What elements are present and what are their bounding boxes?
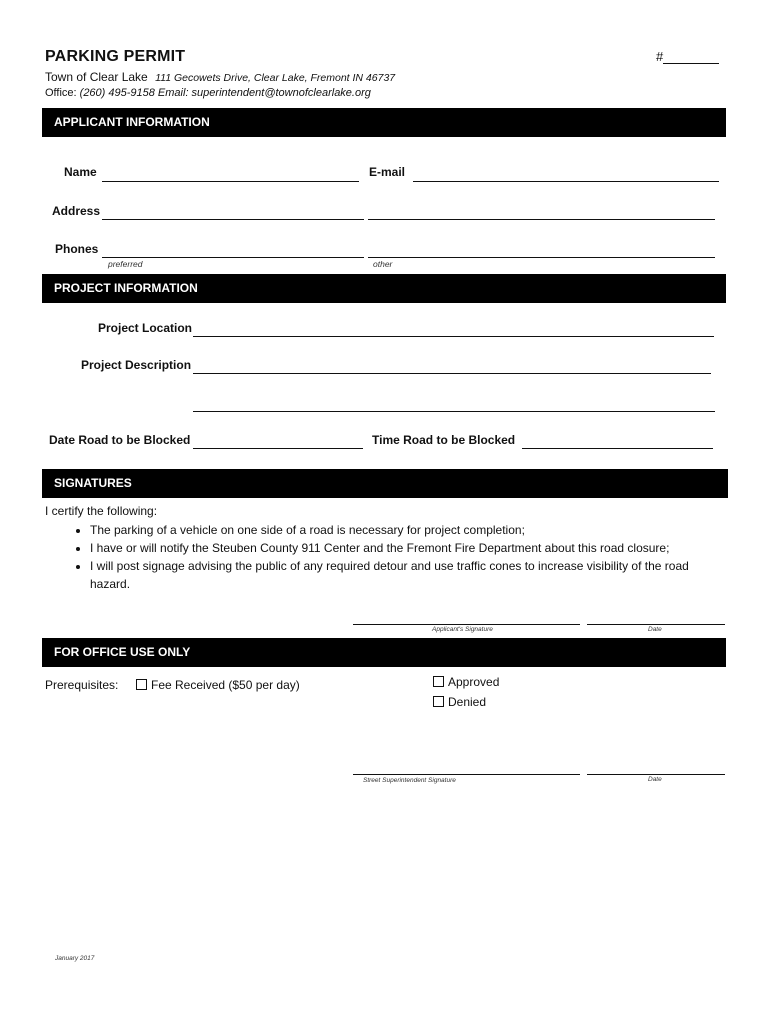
fee-received-label: Fee Received ($50 per day) (151, 678, 300, 692)
approved-label: Approved (448, 675, 500, 689)
office-contact-line (45, 87, 371, 99)
revision-date: January 2017 (55, 955, 95, 962)
denied-checkbox[interactable] (433, 696, 444, 707)
address-field-line-2[interactable] (368, 218, 715, 220)
fee-received-option (136, 678, 300, 692)
permit-number-label: # (656, 49, 664, 64)
phones-label: Phones (55, 242, 99, 256)
phone-other-field[interactable] (368, 256, 715, 258)
project-section-header: PROJECT INFORMATION (42, 274, 726, 303)
permit-number-field[interactable] (663, 51, 719, 64)
certification-intro: I certify the following: (45, 504, 158, 518)
fee-received-checkbox[interactable] (136, 679, 147, 690)
certification-item: • The parking of a vehicle on one side of a road is necessary for project completion; (90, 521, 730, 539)
applicant-signature-field[interactable] (353, 623, 580, 625)
name-label: Name (64, 165, 97, 179)
approved-checkbox[interactable] (433, 676, 444, 687)
applicant-signature-caption: Applicant's Signature (432, 626, 493, 633)
approved-option (433, 675, 499, 689)
signatures-section-header: SIGNATURES (42, 469, 728, 498)
name-field[interactable] (102, 180, 359, 182)
phone-other-caption: other (373, 259, 393, 269)
permit-number (656, 49, 719, 64)
office-use-section-header: FOR OFFICE USE ONLY (42, 638, 726, 667)
date-blocked-label: Date Road to be Blocked (49, 433, 191, 447)
email-label: E-mail (369, 165, 406, 179)
form-title: PARKING PERMIT (45, 48, 186, 65)
project-location-label: Project Location (98, 321, 193, 335)
email-field[interactable] (413, 180, 719, 182)
town-name: Town of Clear Lake (45, 70, 148, 84)
superintendent-date-caption: Date (648, 776, 662, 783)
certification-list (70, 521, 730, 593)
project-description-label: Project Description (81, 358, 192, 372)
denied-label: Denied (448, 695, 487, 709)
town-address: 111 Gecowets Drive, Clear Lake, Fremont IN 46737 (155, 72, 396, 84)
denied-option (433, 695, 486, 709)
date-blocked-field[interactable] (193, 447, 363, 449)
office-contact: (260) 495-9158 Email: superintendent@townofclearlake.org (79, 87, 371, 99)
address-field-line-1[interactable] (102, 218, 364, 220)
time-blocked-label: Time Road to be Blocked (372, 433, 516, 447)
certification-item: • I have or will notify the Steuben County 911 Center and the Fremont Fire Department about this road closure; (90, 539, 730, 557)
prerequisites-label: Prerequisites: (45, 678, 119, 692)
applicant-date-field[interactable] (587, 623, 725, 625)
project-description-field-line-2[interactable] (193, 410, 715, 412)
town-info (45, 70, 395, 84)
office-label: Office: (45, 87, 77, 99)
time-blocked-field[interactable] (522, 447, 713, 449)
superintendent-signature-field[interactable] (353, 773, 580, 775)
superintendent-signature-caption: Street Superintendent Signature (363, 777, 456, 784)
superintendent-date-field[interactable] (587, 773, 725, 775)
project-description-field-line-1[interactable] (193, 372, 711, 374)
phone-preferred-caption: preferred (108, 259, 143, 269)
address-label: Address (52, 204, 101, 218)
certification-item: • I will post signage advising the public of any required detour and use traffic cones to increase visibility of the road hazard. (90, 557, 730, 593)
applicant-date-caption: Date (648, 626, 662, 633)
applicant-section-header: APPLICANT INFORMATION (42, 108, 726, 137)
phone-preferred-field[interactable] (102, 256, 364, 258)
project-location-field[interactable] (193, 335, 714, 337)
